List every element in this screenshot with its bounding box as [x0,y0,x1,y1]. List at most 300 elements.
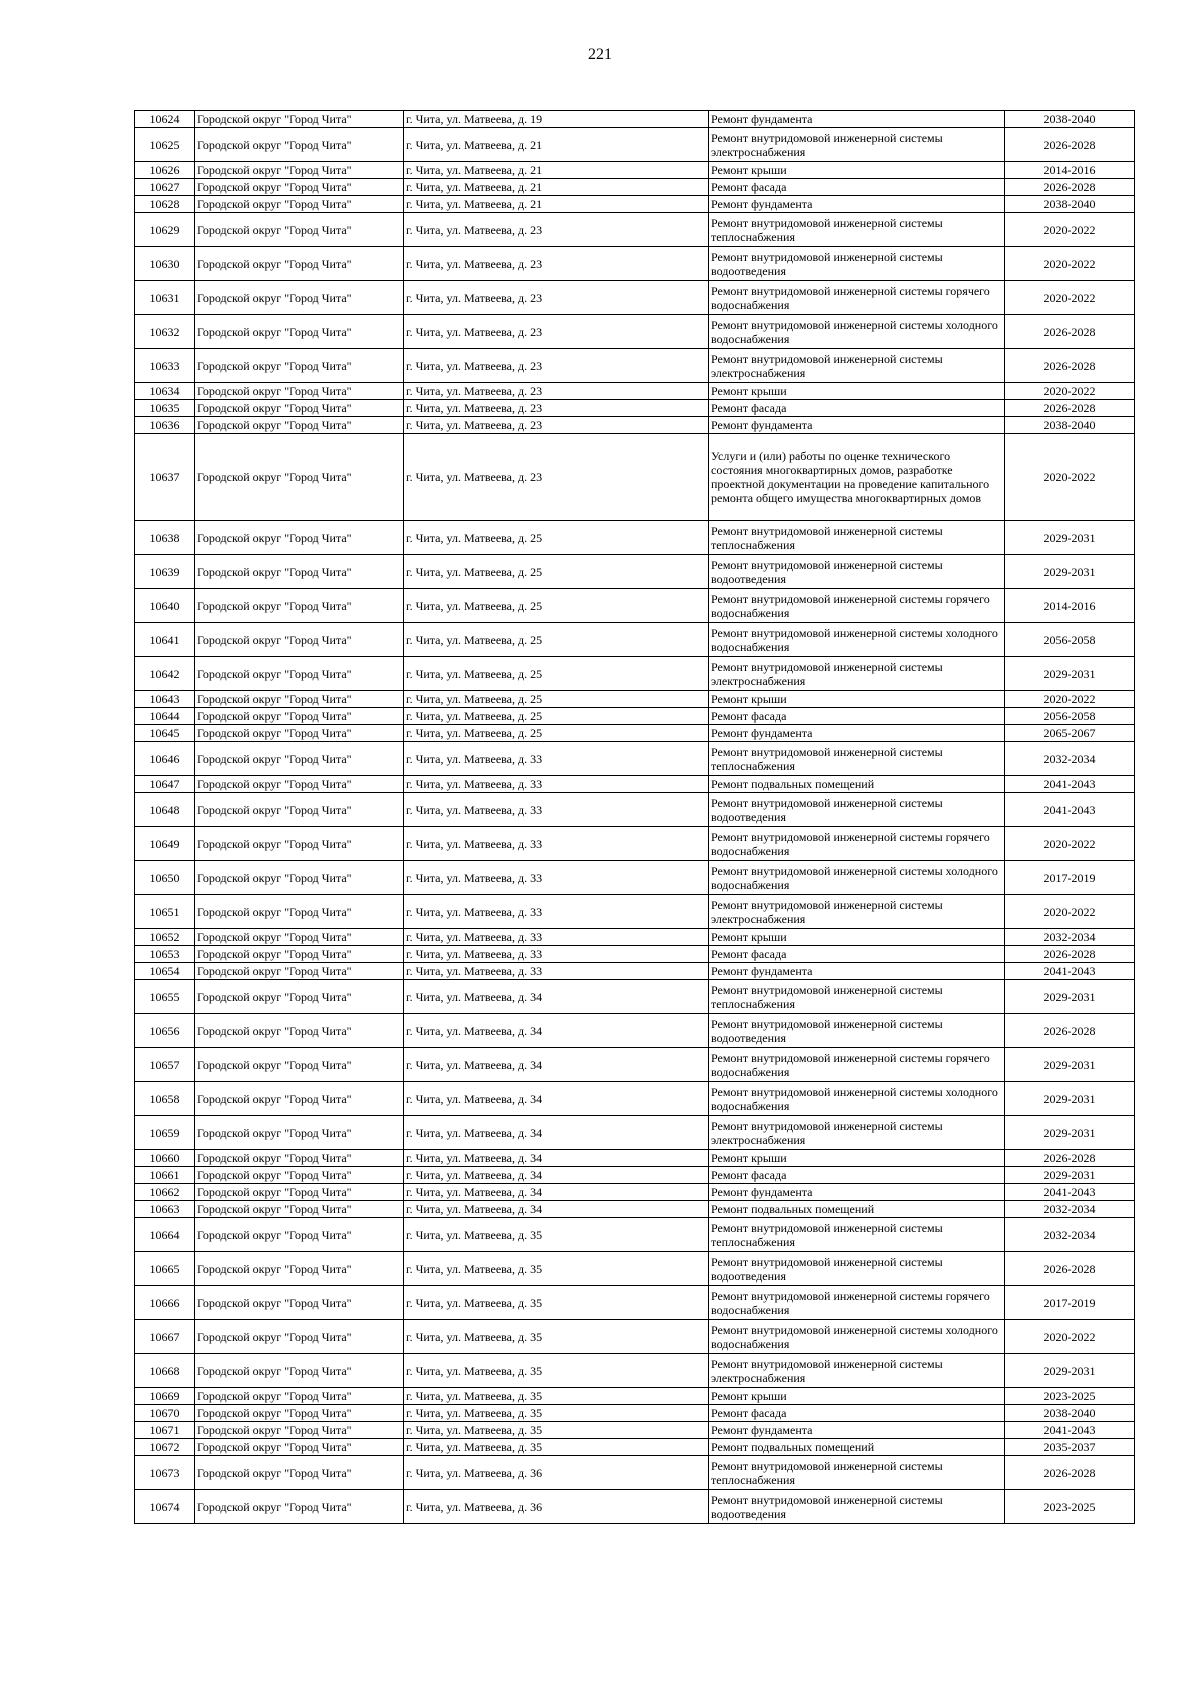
table-row [135,1456,1135,1490]
address-cell: г. Чита, ул. Матвеева, д. 23 [404,281,709,315]
period-cell: 2029-2031 [1005,1354,1135,1388]
address-cell: г. Чита, ул. Матвеева, д. 36 [404,1456,709,1490]
municipality-cell: Городской округ "Город Чита" [195,1456,404,1490]
work-type-cell: Ремонт внутридомовой инженерной системы электроснабжения [709,1116,1005,1150]
row-number-cell: 10636 [135,417,195,434]
work-type-cell: Ремонт внутридомовой инженерной системы теплоснабжения [709,213,1005,247]
period-cell: 2056-2058 [1005,623,1135,657]
table-row [135,742,1135,776]
work-type-cell: Ремонт внутридомовой инженерной системы горячего водоснабжения [709,1048,1005,1082]
period-cell: 2038-2040 [1005,196,1135,213]
table-row [135,861,1135,895]
address-cell: г. Чита, ул. Матвеева, д. 25 [404,725,709,742]
table-row [135,179,1135,196]
period-cell: 2026-2028 [1005,1150,1135,1167]
work-type-cell: Ремонт фасада [709,946,1005,963]
work-type-cell: Ремонт фундамента [709,196,1005,213]
address-cell: г. Чита, ул. Матвеева, д. 33 [404,963,709,980]
municipality-cell: Городской округ "Город Чита" [195,1439,404,1456]
table-row [135,1218,1135,1252]
work-type-cell: Ремонт фундамента [709,1184,1005,1201]
work-type-cell: Ремонт подвальных помещений [709,776,1005,793]
table-row [135,708,1135,725]
work-type-cell: Ремонт фасада [709,708,1005,725]
municipality-cell: Городской округ "Город Чита" [195,980,404,1014]
municipality-cell: Городской округ "Город Чита" [195,281,404,315]
municipality-cell: Городской округ "Город Чита" [195,895,404,929]
work-type-cell: Ремонт подвальных помещений [709,1201,1005,1218]
row-number-cell: 10631 [135,281,195,315]
period-cell: 2029-2031 [1005,1167,1135,1184]
table-row [135,895,1135,929]
work-type-cell: Ремонт внутридомовой инженерной системы горячего водоснабжения [709,589,1005,623]
municipality-cell: Городской округ "Город Чита" [195,793,404,827]
row-number-cell: 10665 [135,1252,195,1286]
address-cell: г. Чита, ул. Матвеева, д. 35 [404,1388,709,1405]
work-type-cell: Ремонт фундамента [709,417,1005,434]
table-row [135,1252,1135,1286]
work-type-cell: Ремонт внутридомовой инженерной системы холодного водоснабжения [709,623,1005,657]
municipality-cell: Городской округ "Город Чита" [195,963,404,980]
address-cell: г. Чита, ул. Матвеева, д. 33 [404,895,709,929]
row-number-cell: 10645 [135,725,195,742]
table-row [135,1082,1135,1116]
address-cell: г. Чита, ул. Матвеева, д. 25 [404,657,709,691]
work-type-cell: Ремонт внутридомовой инженерной системы водоотведения [709,1014,1005,1048]
address-cell: г. Чита, ул. Матвеева, д. 35 [404,1286,709,1320]
row-number-cell: 10657 [135,1048,195,1082]
address-cell: г. Чита, ул. Матвеева, д. 19 [404,111,709,128]
address-cell: г. Чита, ул. Матвеева, д. 21 [404,179,709,196]
row-number-cell: 10661 [135,1167,195,1184]
table-row [135,980,1135,1014]
period-cell: 2026-2028 [1005,1014,1135,1048]
address-cell: г. Чита, ул. Матвеева, д. 25 [404,623,709,657]
period-cell: 2041-2043 [1005,793,1135,827]
table-row [135,1201,1135,1218]
work-type-cell: Ремонт внутридомовой инженерной системы электроснабжения [709,1354,1005,1388]
row-number-cell: 10627 [135,179,195,196]
period-cell: 2029-2031 [1005,1082,1135,1116]
municipality-cell: Городской округ "Город Чита" [195,1252,404,1286]
address-cell: г. Чита, ул. Матвеева, д. 25 [404,708,709,725]
work-type-cell: Ремонт внутридомовой инженерной системы теплоснабжения [709,1218,1005,1252]
address-cell: г. Чита, ул. Матвеева, д. 21 [404,196,709,213]
municipality-cell: Городской округ "Город Чита" [195,776,404,793]
address-cell: г. Чита, ул. Матвеева, д. 35 [404,1405,709,1422]
table-body [135,111,1135,1524]
period-cell: 2023-2025 [1005,1388,1135,1405]
address-cell: г. Чита, ул. Матвеева, д. 36 [404,1490,709,1524]
table-row [135,1490,1135,1524]
row-number-cell: 10670 [135,1405,195,1422]
address-cell: г. Чита, ул. Матвеева, д. 33 [404,776,709,793]
row-number-cell: 10632 [135,315,195,349]
municipality-cell: Городской округ "Город Чита" [195,555,404,589]
row-number-cell: 10664 [135,1218,195,1252]
municipality-cell: Городской округ "Город Чита" [195,946,404,963]
row-number-cell: 10674 [135,1490,195,1524]
period-cell: 2020-2022 [1005,895,1135,929]
period-cell: 2038-2040 [1005,417,1135,434]
row-number-cell: 10642 [135,657,195,691]
period-cell: 2020-2022 [1005,1320,1135,1354]
period-cell: 2032-2034 [1005,742,1135,776]
period-cell: 2020-2022 [1005,434,1135,521]
row-number-cell: 10633 [135,349,195,383]
table-row [135,691,1135,708]
row-number-cell: 10644 [135,708,195,725]
table-row [135,315,1135,349]
table-row [135,1320,1135,1354]
period-cell: 2041-2043 [1005,1184,1135,1201]
row-number-cell: 10662 [135,1184,195,1201]
work-type-cell: Ремонт фасада [709,1167,1005,1184]
work-type-cell: Ремонт фундамента [709,111,1005,128]
municipality-cell: Городской округ "Город Чита" [195,1048,404,1082]
table-row [135,929,1135,946]
municipality-cell: Городской округ "Город Чита" [195,213,404,247]
row-number-cell: 10640 [135,589,195,623]
address-cell: г. Чита, ул. Матвеева, д. 25 [404,555,709,589]
period-cell: 2017-2019 [1005,1286,1135,1320]
work-type-cell: Ремонт внутридомовой инженерной системы электроснабжения [709,128,1005,162]
period-cell: 2026-2028 [1005,128,1135,162]
work-type-cell: Ремонт внутридомовой инженерной системы водоотведения [709,793,1005,827]
work-type-cell: Ремонт внутридомовой инженерной системы горячего водоснабжения [709,827,1005,861]
municipality-cell: Городской округ "Город Чита" [195,1184,404,1201]
period-cell: 2020-2022 [1005,247,1135,281]
work-type-cell: Ремонт фасада [709,400,1005,417]
work-type-cell: Ремонт внутридомовой инженерной системы водоотведения [709,1490,1005,1524]
address-cell: г. Чита, ул. Матвеева, д. 33 [404,861,709,895]
row-number-cell: 10666 [135,1286,195,1320]
address-cell: г. Чита, ул. Матвеева, д. 34 [404,1082,709,1116]
table-row [135,213,1135,247]
municipality-cell: Городской округ "Город Чита" [195,383,404,400]
address-cell: г. Чита, ул. Матвеева, д. 35 [404,1218,709,1252]
municipality-cell: Городской округ "Город Чита" [195,1286,404,1320]
municipality-cell: Городской округ "Город Чита" [195,1150,404,1167]
municipality-cell: Городской округ "Город Чита" [195,725,404,742]
address-cell: г. Чита, ул. Матвеева, д. 23 [404,349,709,383]
municipality-cell: Городской округ "Город Чита" [195,1116,404,1150]
row-number-cell: 10649 [135,827,195,861]
row-number-cell: 10624 [135,111,195,128]
address-cell: г. Чита, ул. Матвеева, д. 34 [404,1048,709,1082]
work-type-cell: Ремонт подвальных помещений [709,1439,1005,1456]
row-number-cell: 10641 [135,623,195,657]
period-cell: 2029-2031 [1005,1116,1135,1150]
table-row [135,827,1135,861]
address-cell: г. Чита, ул. Матвеева, д. 35 [404,1354,709,1388]
period-cell: 2026-2028 [1005,315,1135,349]
municipality-cell: Городской округ "Город Чита" [195,1082,404,1116]
row-number-cell: 10635 [135,400,195,417]
table-row [135,400,1135,417]
row-number-cell: 10637 [135,434,195,521]
period-cell: 2029-2031 [1005,657,1135,691]
municipality-cell: Городской округ "Город Чита" [195,349,404,383]
work-type-cell: Ремонт крыши [709,929,1005,946]
period-cell: 2026-2028 [1005,400,1135,417]
table-row [135,196,1135,213]
work-type-cell: Ремонт фундамента [709,963,1005,980]
work-type-cell: Ремонт внутридомовой инженерной системы горячего водоснабжения [709,281,1005,315]
period-cell: 2029-2031 [1005,521,1135,555]
work-type-cell: Ремонт фасада [709,179,1005,196]
work-type-cell: Ремонт фундамента [709,725,1005,742]
municipality-cell: Городской округ "Город Чита" [195,417,404,434]
address-cell: г. Чита, ул. Матвеева, д. 25 [404,691,709,708]
row-number-cell: 10663 [135,1201,195,1218]
table-row [135,417,1135,434]
row-number-cell: 10659 [135,1116,195,1150]
address-cell: г. Чита, ул. Матвеева, д. 33 [404,946,709,963]
row-number-cell: 10643 [135,691,195,708]
table-row [135,1150,1135,1167]
address-cell: г. Чита, ул. Матвеева, д. 23 [404,417,709,434]
address-cell: г. Чита, ул. Матвеева, д. 34 [404,1167,709,1184]
work-type-cell: Ремонт внутридомовой инженерной системы теплоснабжения [709,521,1005,555]
work-type-cell: Ремонт внутридомовой инженерной системы горячего водоснабжения [709,1286,1005,1320]
row-number-cell: 10625 [135,128,195,162]
row-number-cell: 10656 [135,1014,195,1048]
period-cell: 2038-2040 [1005,1405,1135,1422]
row-number-cell: 10638 [135,521,195,555]
municipality-cell: Городской округ "Город Чита" [195,1014,404,1048]
period-cell: 2029-2031 [1005,1048,1135,1082]
row-number-cell: 10673 [135,1456,195,1490]
municipality-cell: Городской округ "Город Чита" [195,1388,404,1405]
address-cell: г. Чита, ул. Матвеева, д. 33 [404,929,709,946]
work-type-cell: Ремонт фасада [709,1405,1005,1422]
municipality-cell: Городской округ "Город Чита" [195,691,404,708]
municipality-cell: Городской округ "Город Чита" [195,1201,404,1218]
row-number-cell: 10653 [135,946,195,963]
table-row [135,1048,1135,1082]
period-cell: 2041-2043 [1005,776,1135,793]
work-type-cell: Ремонт фундамента [709,1422,1005,1439]
address-cell: г. Чита, ул. Матвеева, д. 33 [404,742,709,776]
row-number-cell: 10646 [135,742,195,776]
address-cell: г. Чита, ул. Матвеева, д. 35 [404,1252,709,1286]
period-cell: 2041-2043 [1005,1422,1135,1439]
period-cell: 2056-2058 [1005,708,1135,725]
table-row [135,247,1135,281]
municipality-cell: Городской округ "Город Чита" [195,1490,404,1524]
table-row [135,1167,1135,1184]
table-row [135,793,1135,827]
work-type-cell: Ремонт внутридомовой инженерной системы холодного водоснабжения [709,1082,1005,1116]
municipality-cell: Городской округ "Город Чита" [195,589,404,623]
period-cell: 2023-2025 [1005,1490,1135,1524]
municipality-cell: Городской округ "Город Чита" [195,623,404,657]
address-cell: г. Чита, ул. Матвеева, д. 34 [404,1201,709,1218]
municipality-cell: Городской округ "Город Чита" [195,1167,404,1184]
municipality-cell: Городской округ "Город Чита" [195,657,404,691]
work-type-cell: Ремонт крыши [709,162,1005,179]
table-row [135,623,1135,657]
row-number-cell: 10668 [135,1354,195,1388]
period-cell: 2020-2022 [1005,827,1135,861]
municipality-cell: Городской округ "Город Чита" [195,315,404,349]
work-type-cell: Ремонт внутридомовой инженерной системы водоотведения [709,555,1005,589]
address-cell: г. Чита, ул. Матвеева, д. 21 [404,128,709,162]
municipality-cell: Городской округ "Город Чита" [195,1422,404,1439]
municipality-cell: Городской округ "Город Чита" [195,1320,404,1354]
period-cell: 2029-2031 [1005,555,1135,589]
work-type-cell: Ремонт внутридомовой инженерной системы водоотведения [709,247,1005,281]
period-cell: 2029-2031 [1005,980,1135,1014]
address-cell: г. Чита, ул. Матвеева, д. 23 [404,434,709,521]
work-type-cell: Ремонт внутридомовой инженерной системы холодного водоснабжения [709,861,1005,895]
row-number-cell: 10671 [135,1422,195,1439]
table-row [135,1405,1135,1422]
table-row [135,1184,1135,1201]
row-number-cell: 10672 [135,1439,195,1456]
period-cell: 2032-2034 [1005,1218,1135,1252]
table-row [135,946,1135,963]
table-row [135,1388,1135,1405]
address-cell: г. Чита, ул. Матвеева, д. 34 [404,1150,709,1167]
address-cell: г. Чита, ул. Матвеева, д. 35 [404,1320,709,1354]
period-cell: 2026-2028 [1005,179,1135,196]
table-row [135,776,1135,793]
address-cell: г. Чита, ул. Матвеева, д. 33 [404,793,709,827]
address-cell: г. Чита, ул. Матвеева, д. 35 [404,1422,709,1439]
municipality-cell: Городской округ "Город Чита" [195,827,404,861]
municipality-cell: Городской округ "Город Чита" [195,179,404,196]
row-number-cell: 10654 [135,963,195,980]
address-cell: г. Чита, ул. Матвеева, д. 25 [404,589,709,623]
table-row [135,434,1135,521]
municipality-cell: Городской округ "Город Чита" [195,742,404,776]
period-cell: 2026-2028 [1005,1252,1135,1286]
table-row [135,963,1135,980]
table-row [135,1354,1135,1388]
period-cell: 2026-2028 [1005,349,1135,383]
municipality-cell: Городской округ "Город Чита" [195,708,404,725]
municipality-cell: Городской округ "Город Чита" [195,196,404,213]
period-cell: 2020-2022 [1005,213,1135,247]
table-row [135,349,1135,383]
table-row [135,1116,1135,1150]
row-number-cell: 10669 [135,1388,195,1405]
period-cell: 2038-2040 [1005,111,1135,128]
work-type-cell: Ремонт внутридомовой инженерной системы теплоснабжения [709,1456,1005,1490]
row-number-cell: 10626 [135,162,195,179]
table-row [135,657,1135,691]
work-type-cell: Услуги и (или) работы по оценке технического состояния многоквартирных домов, разработке проектной документации на проведение капитального ремонта общего имущества многоквартирных домов [709,434,1005,521]
table-row [135,521,1135,555]
address-cell: г. Чита, ул. Матвеева, д. 23 [404,213,709,247]
period-cell: 2026-2028 [1005,946,1135,963]
period-cell: 2065-2067 [1005,725,1135,742]
period-cell: 2026-2028 [1005,1456,1135,1490]
table-row [135,128,1135,162]
row-number-cell: 10639 [135,555,195,589]
municipality-cell: Городской округ "Город Чита" [195,247,404,281]
work-type-cell: Ремонт крыши [709,691,1005,708]
work-type-cell: Ремонт внутридомовой инженерной системы холодного водоснабжения [709,1320,1005,1354]
municipality-cell: Городской округ "Город Чита" [195,929,404,946]
municipality-cell: Городской округ "Город Чита" [195,434,404,521]
address-cell: г. Чита, ул. Матвеева, д. 23 [404,315,709,349]
address-cell: г. Чита, ул. Матвеева, д. 23 [404,247,709,281]
work-type-cell: Ремонт внутридомовой инженерной системы водоотведения [709,1252,1005,1286]
row-number-cell: 10647 [135,776,195,793]
work-type-cell: Ремонт внутридомовой инженерной системы электроснабжения [709,349,1005,383]
address-cell: г. Чита, ул. Матвеева, д. 23 [404,383,709,400]
municipality-cell: Городской округ "Город Чита" [195,861,404,895]
table-row [135,281,1135,315]
period-cell: 2020-2022 [1005,281,1135,315]
municipality-cell: Городской округ "Город Чита" [195,111,404,128]
table-row [135,1422,1135,1439]
table-row [135,162,1135,179]
row-number-cell: 10630 [135,247,195,281]
address-cell: г. Чита, ул. Матвеева, д. 23 [404,400,709,417]
period-cell: 2014-2016 [1005,162,1135,179]
address-cell: г. Чита, ул. Матвеева, д. 34 [404,1014,709,1048]
municipality-cell: Городской округ "Город Чита" [195,400,404,417]
work-type-cell: Ремонт крыши [709,383,1005,400]
capital-repair-table [134,110,1135,1524]
row-number-cell: 10651 [135,895,195,929]
row-number-cell: 10660 [135,1150,195,1167]
period-cell: 2014-2016 [1005,589,1135,623]
table-row [135,1286,1135,1320]
table-row [135,383,1135,400]
address-cell: г. Чита, ул. Матвеева, д. 33 [404,827,709,861]
period-cell: 2020-2022 [1005,691,1135,708]
row-number-cell: 10634 [135,383,195,400]
row-number-cell: 10628 [135,196,195,213]
page-number: 221 [588,46,612,63]
work-type-cell: Ремонт внутридомовой инженерной системы электроснабжения [709,895,1005,929]
row-number-cell: 10667 [135,1320,195,1354]
address-cell: г. Чита, ул. Матвеева, д. 34 [404,980,709,1014]
period-cell: 2032-2034 [1005,1201,1135,1218]
period-cell: 2020-2022 [1005,383,1135,400]
row-number-cell: 10655 [135,980,195,1014]
address-cell: г. Чита, ул. Матвеева, д. 25 [404,521,709,555]
municipality-cell: Городской округ "Город Чита" [195,1405,404,1422]
row-number-cell: 10629 [135,213,195,247]
row-number-cell: 10658 [135,1082,195,1116]
municipality-cell: Городской округ "Город Чита" [195,1218,404,1252]
table-row [135,1439,1135,1456]
table-row [135,1014,1135,1048]
table-row [135,111,1135,128]
work-type-cell: Ремонт внутридомовой инженерной системы теплоснабжения [709,980,1005,1014]
work-type-cell: Ремонт крыши [709,1388,1005,1405]
row-number-cell: 10652 [135,929,195,946]
period-cell: 2035-2037 [1005,1439,1135,1456]
period-cell: 2041-2043 [1005,963,1135,980]
work-type-cell: Ремонт внутридомовой инженерной системы электроснабжения [709,657,1005,691]
municipality-cell: Городской округ "Город Чита" [195,128,404,162]
row-number-cell: 10648 [135,793,195,827]
address-cell: г. Чита, ул. Матвеева, д. 21 [404,162,709,179]
table-row [135,555,1135,589]
municipality-cell: Городской округ "Город Чита" [195,162,404,179]
address-cell: г. Чита, ул. Матвеева, д. 35 [404,1439,709,1456]
address-cell: г. Чита, ул. Матвеева, д. 34 [404,1184,709,1201]
work-type-cell: Ремонт внутридомовой инженерной системы теплоснабжения [709,742,1005,776]
municipality-cell: Городской округ "Город Чита" [195,1354,404,1388]
